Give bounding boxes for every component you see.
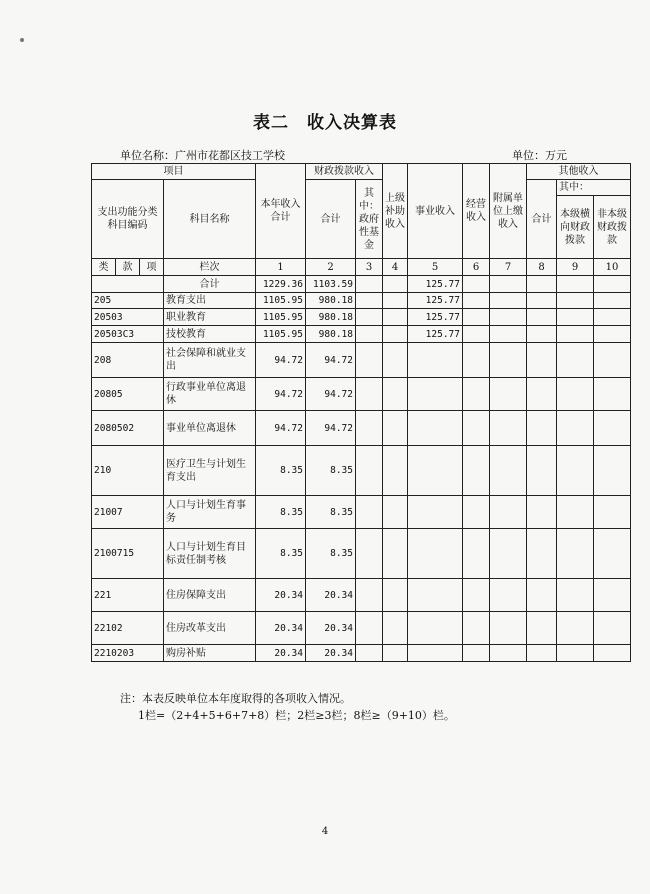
total-value	[463, 276, 490, 293]
row-value	[594, 529, 631, 579]
row-value	[383, 579, 408, 612]
row-value	[383, 446, 408, 496]
row-code: 20503C3	[92, 326, 164, 343]
row-code: 2210203	[92, 645, 164, 662]
row-value: 8.35	[256, 496, 306, 529]
row-value	[527, 446, 557, 496]
row-value	[383, 411, 408, 446]
row-value	[490, 326, 527, 343]
row-name: 行政事业单位离退休	[164, 378, 256, 411]
row-value	[594, 579, 631, 612]
row-value	[408, 496, 463, 529]
row-value	[383, 529, 408, 579]
row-code: 21007	[92, 496, 164, 529]
row-value	[557, 378, 594, 411]
row-value: 980.18	[306, 309, 356, 326]
row-value	[408, 529, 463, 579]
header-row-lanci	[92, 259, 631, 276]
header-feibenji: 非本级财政拨款	[594, 196, 631, 259]
header-zhichu-code: 支出功能分类科目编码	[92, 180, 164, 259]
col-num: 4	[383, 259, 408, 276]
row-value: 8.35	[306, 446, 356, 496]
row-value	[356, 293, 383, 309]
row-value	[408, 378, 463, 411]
table-row	[92, 293, 631, 309]
total-value	[490, 276, 527, 293]
row-name: 社会保障和就业支出	[164, 343, 256, 378]
header-kuan: 款	[116, 259, 140, 276]
row-name: 住房保障支出	[164, 579, 256, 612]
col-num: 1	[256, 259, 306, 276]
row-value	[557, 529, 594, 579]
header-caizheng: 财政拨款收入	[306, 164, 383, 180]
row-value	[463, 579, 490, 612]
total-value	[527, 276, 557, 293]
row-code: 205	[92, 293, 164, 309]
row-value: 125.77	[408, 309, 463, 326]
row-value	[356, 496, 383, 529]
row-value: 94.72	[306, 411, 356, 446]
col-num: 2	[306, 259, 356, 276]
table-row	[92, 326, 631, 343]
header-caizheng-zhong: 其中：政府性基金	[356, 180, 383, 259]
row-name: 教育支出	[164, 293, 256, 309]
row-value: 20.34	[256, 645, 306, 662]
row-value: 94.72	[306, 378, 356, 411]
row-value: 20.34	[256, 579, 306, 612]
row-value	[527, 496, 557, 529]
col-num: 3	[356, 259, 383, 276]
row-value: 94.72	[256, 411, 306, 446]
row-value: 20.34	[306, 579, 356, 612]
row-value	[557, 293, 594, 309]
total-row	[92, 276, 631, 293]
row-value	[594, 411, 631, 446]
row-value: 125.77	[408, 293, 463, 309]
row-value	[490, 529, 527, 579]
header-qita-zhong: 其中：	[557, 180, 631, 196]
row-value	[490, 293, 527, 309]
row-value	[463, 446, 490, 496]
total-value	[383, 276, 408, 293]
header-shiye: 事业收入	[408, 164, 463, 259]
row-value	[490, 496, 527, 529]
row-value: 8.35	[256, 529, 306, 579]
row-value	[408, 645, 463, 662]
row-value	[594, 496, 631, 529]
header-lei: 类	[92, 259, 116, 276]
total-value: 1103.59	[306, 276, 356, 293]
row-value	[383, 293, 408, 309]
row-value	[463, 293, 490, 309]
row-value	[356, 309, 383, 326]
row-value	[463, 645, 490, 662]
row-name: 人口与计划生育目标责任制考核	[164, 529, 256, 579]
row-name: 人口与计划生育事务	[164, 496, 256, 529]
row-code: 221	[92, 579, 164, 612]
row-value: 20.34	[306, 645, 356, 662]
table-row	[92, 612, 631, 645]
row-value: 8.35	[256, 446, 306, 496]
row-value	[356, 343, 383, 378]
row-value	[408, 446, 463, 496]
row-value: 8.35	[306, 529, 356, 579]
row-value	[463, 411, 490, 446]
row-name: 住房改革支出	[164, 612, 256, 645]
row-value	[383, 309, 408, 326]
row-value	[490, 446, 527, 496]
row-value	[527, 293, 557, 309]
income-table	[91, 163, 631, 662]
row-value	[594, 612, 631, 645]
row-value	[356, 579, 383, 612]
row-value: 1105.95	[256, 309, 306, 326]
header-jingying: 经营收入	[463, 164, 490, 259]
row-value	[490, 343, 527, 378]
table-row	[92, 343, 631, 378]
row-value	[557, 326, 594, 343]
row-value	[463, 343, 490, 378]
header-kemu-name: 科目名称	[164, 180, 256, 259]
row-value	[527, 378, 557, 411]
row-value	[356, 645, 383, 662]
col-num: 5	[408, 259, 463, 276]
row-code: 210	[92, 446, 164, 496]
row-code: 208	[92, 343, 164, 378]
row-value	[527, 579, 557, 612]
row-value	[527, 411, 557, 446]
row-value	[356, 411, 383, 446]
header-qita-heji: 合计	[527, 180, 557, 259]
row-value: 94.72	[256, 343, 306, 378]
row-value	[557, 411, 594, 446]
header-row-2	[92, 180, 631, 196]
total-code-cell	[92, 276, 164, 293]
total-value	[594, 276, 631, 293]
col-num: 10	[594, 259, 631, 276]
header-benji: 本级横向财政拨款	[557, 196, 594, 259]
table-row	[92, 529, 631, 579]
header-shangji: 上级补助收入	[383, 164, 408, 259]
row-value: 20.34	[306, 612, 356, 645]
row-value	[383, 378, 408, 411]
row-value	[557, 343, 594, 378]
col-num: 7	[490, 259, 527, 276]
table-row	[92, 446, 631, 496]
row-code: 2080502	[92, 411, 164, 446]
row-value: 1105.95	[256, 326, 306, 343]
row-value	[527, 309, 557, 326]
col-num: 9	[557, 259, 594, 276]
row-code: 20805	[92, 378, 164, 411]
table-row	[92, 496, 631, 529]
row-value	[463, 612, 490, 645]
row-value	[463, 309, 490, 326]
row-value	[463, 496, 490, 529]
row-value	[383, 343, 408, 378]
row-value	[594, 326, 631, 343]
row-value	[557, 446, 594, 496]
total-value: 125.77	[408, 276, 463, 293]
row-value: 8.35	[306, 496, 356, 529]
row-value	[356, 529, 383, 579]
unit-label: 单位：万元	[512, 149, 567, 162]
row-value	[527, 343, 557, 378]
row-name: 购房补贴	[164, 645, 256, 662]
header-lanci: 栏次	[164, 259, 256, 276]
row-value	[490, 378, 527, 411]
row-value	[463, 529, 490, 579]
row-value	[383, 612, 408, 645]
table-row	[92, 378, 631, 411]
row-value	[527, 612, 557, 645]
row-value	[383, 645, 408, 662]
row-value: 94.72	[306, 343, 356, 378]
row-value	[383, 496, 408, 529]
header-qita: 其他收入	[527, 164, 631, 180]
total-value	[557, 276, 594, 293]
row-value: 980.18	[306, 293, 356, 309]
row-value	[408, 579, 463, 612]
total-value	[356, 276, 383, 293]
header-xiangmu: 项目	[92, 164, 256, 180]
row-value	[594, 293, 631, 309]
row-value	[463, 326, 490, 343]
page-number: 4	[321, 826, 329, 837]
row-name: 事业单位离退休	[164, 411, 256, 446]
header-caizheng-heji: 合计	[306, 180, 356, 259]
table-row	[92, 411, 631, 446]
table-row	[92, 645, 631, 662]
row-value	[527, 529, 557, 579]
col-num: 6	[463, 259, 490, 276]
row-value	[557, 579, 594, 612]
row-value	[594, 645, 631, 662]
row-value: 94.72	[256, 378, 306, 411]
row-value	[356, 326, 383, 343]
header-row-1	[92, 164, 631, 180]
row-value	[557, 645, 594, 662]
row-value	[490, 579, 527, 612]
table-row	[92, 579, 631, 612]
row-value	[490, 309, 527, 326]
row-value	[527, 326, 557, 343]
row-value	[463, 378, 490, 411]
header-fushu: 附属单位上缴收入	[490, 164, 527, 259]
row-value	[594, 446, 631, 496]
row-value: 980.18	[306, 326, 356, 343]
row-value	[594, 378, 631, 411]
row-value	[408, 411, 463, 446]
row-name: 技校教育	[164, 326, 256, 343]
row-value	[356, 612, 383, 645]
table-row	[92, 309, 631, 326]
row-value	[490, 612, 527, 645]
row-value	[594, 309, 631, 326]
note-line-2: 1栏=（2+4+5+6+7+8）栏；2栏≥3栏；8栏≥（9+10）栏。	[138, 709, 455, 722]
row-value	[383, 326, 408, 343]
row-name: 医疗卫生与计划生育支出	[164, 446, 256, 496]
total-label: 合计	[164, 276, 256, 293]
row-value: 125.77	[408, 326, 463, 343]
unit-name-label: 单位名称：广州市花都区技工学校	[120, 149, 285, 162]
row-value	[527, 645, 557, 662]
row-value	[356, 378, 383, 411]
row-value	[557, 309, 594, 326]
row-value: 1105.95	[256, 293, 306, 309]
header-benniandu: 本年收入合计	[256, 164, 306, 259]
row-code: 22102	[92, 612, 164, 645]
row-value	[408, 343, 463, 378]
row-value: 20.34	[256, 612, 306, 645]
row-code: 20503	[92, 309, 164, 326]
scan-artifact	[20, 38, 24, 42]
row-value	[356, 446, 383, 496]
row-name: 职业教育	[164, 309, 256, 326]
row-value	[408, 612, 463, 645]
row-code: 2100715	[92, 529, 164, 579]
row-value	[594, 343, 631, 378]
total-value: 1229.36	[256, 276, 306, 293]
note-line-1: 注：本表反映单位本年度取得的各项收入情况。	[120, 692, 351, 705]
row-value	[490, 645, 527, 662]
row-value	[557, 612, 594, 645]
header-xiang: 项	[140, 259, 164, 276]
col-num: 8	[527, 259, 557, 276]
row-value	[557, 496, 594, 529]
row-value	[490, 411, 527, 446]
page-title: 表二 收入决算表	[253, 113, 397, 133]
